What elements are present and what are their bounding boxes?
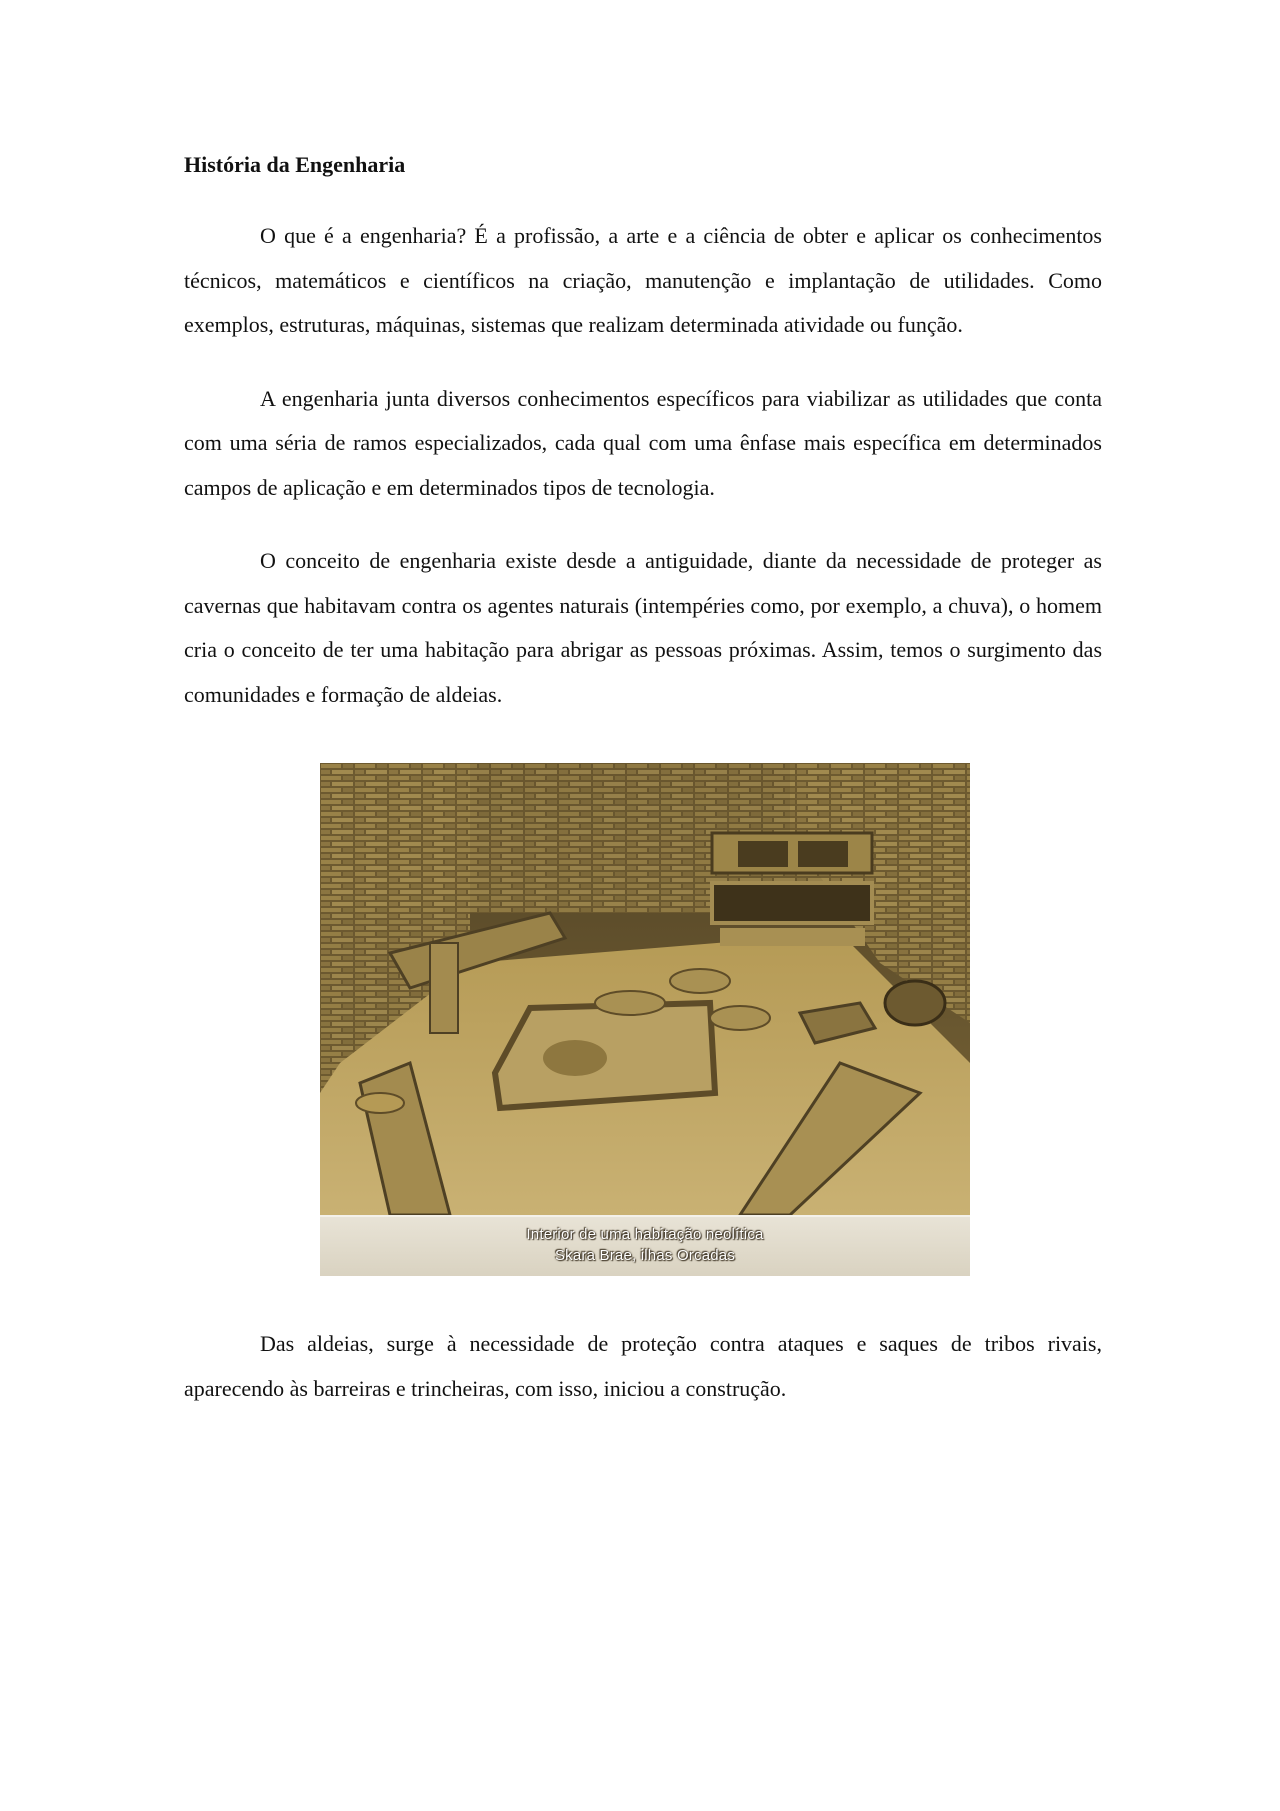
stone-dwelling-illustration — [320, 763, 970, 1215]
caption-line-1: Interior de uma habitação neolítica — [526, 1226, 764, 1243]
page-title: História da Engenharia — [184, 152, 406, 177]
paragraph-villages: Das aldeias, surge à necessidade de proteção contra ataques e saques de tribos rivais, aparecendo às barreiras e trincheiras, com isso, iniciou a construção. — [184, 1331, 1102, 1401]
paragraph-definition: O que é a engenharia? É a profissão, a arte e a ciência de obter e aplicar os conhecimentos técnicos, matemáticos e científicos na criação, manutenção e implantação de utilidades. Como exemplos, estruturas, máquinas, sistemas que realizam determinada atividade ou função. — [184, 223, 1102, 337]
caption-line-2: Skara Brae, ilhas Orcadas — [554, 1247, 736, 1264]
neolithic-house-figure — [320, 763, 970, 1276]
skara-brae-photo — [320, 763, 970, 1215]
figure-caption — [320, 1215, 970, 1276]
paragraph-specializations: A engenharia junta diversos conhecimentos específicos para viabilizar as utilidades que conta com uma séria de ramos especializados, cada qual com uma ênfase mais específica em determinados campos de aplicação e em determinados tipos de tecnologia. — [184, 385, 1102, 500]
document-page — [184, 150, 1102, 1440]
paragraph-antiquity: O conceito de engenharia existe desde a antiguidade, diante da necessidade de proteger as cavernas que habitavam contra os agentes naturais (intempéries como, por exemplo, a chuva), o homem cria o conceito de ter uma habitação para abrigar as pessoas próximas. Assim, temos o surgimento das comunidades e formação de aldeias. — [184, 548, 1102, 707]
